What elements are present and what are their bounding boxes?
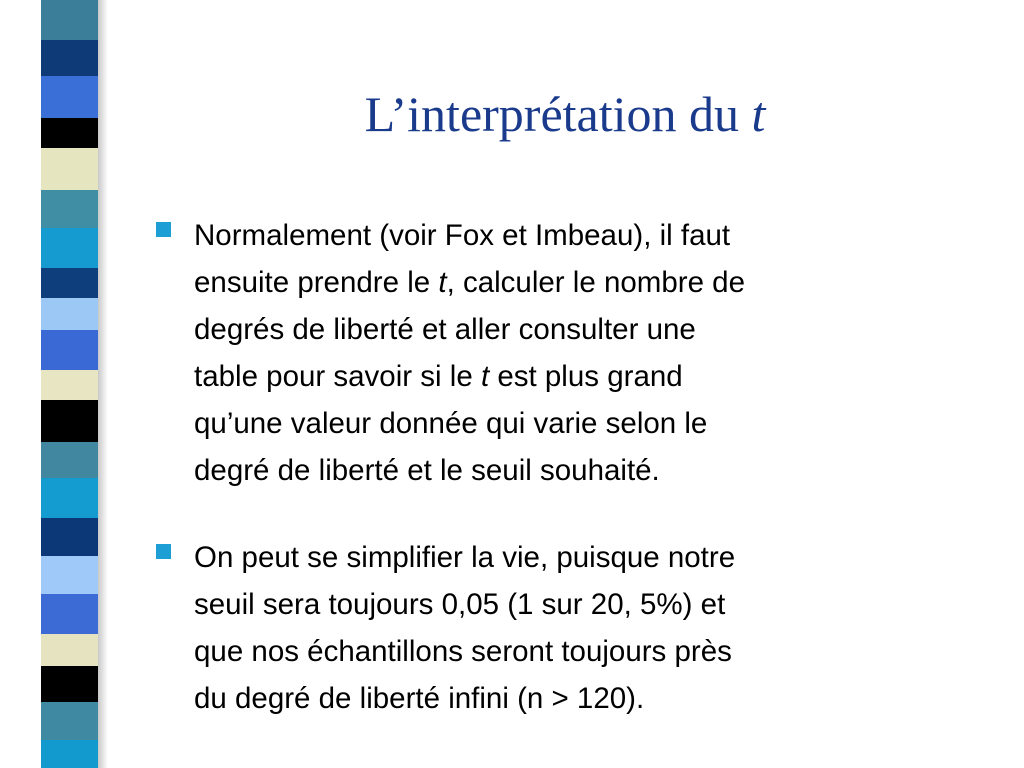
text-run: Normalement (voir Fox et Imbeau), il faut [194,219,731,252]
stripe-segment [41,634,98,666]
text-run: qu’une valeur donnée qui varie selon le [194,407,708,440]
stripe-segment [41,228,98,268]
text-run: ensuite prendre le [194,266,439,299]
stripe-shadow [98,0,108,768]
stripe-segment [41,400,98,442]
slide-title-text: L’interprétation du [364,86,752,142]
bullet-line [194,628,956,675]
slide-title [150,84,980,144]
text-run: On peut se simplifier la vie, puisque notre [194,541,736,574]
bullet-line [194,353,956,400]
stripe-segment [41,0,98,40]
stripe-segment [41,518,98,556]
stripe-segment [41,268,98,298]
bullet-item-1 [156,212,956,494]
stripe-segment [41,118,98,148]
stripe-segment [41,76,98,118]
text-run: degré de liberté et le seuil souhaité. [194,454,660,487]
stripe-segment [41,442,98,478]
stripe-segment [41,330,98,370]
bullet-line [194,400,956,447]
stripe-segment [41,40,98,76]
bullet-text [194,534,956,722]
bullet-line [194,534,956,581]
stripe-segment [41,594,98,634]
bullet-line [194,212,956,259]
text-run: que nos échantillons seront toujours près [194,635,732,668]
slide-title-italic: t [751,86,766,142]
stripe-segment [41,298,98,330]
bullet-square-icon [156,222,171,237]
text-run: est plus grand [489,360,683,393]
stripe-segment [41,740,98,768]
bullet-line [194,306,956,353]
text-run: seuil sera toujours 0,05 (1 sur 20, 5%) et [194,588,726,621]
text-run: table pour savoir si le [194,360,481,393]
stripe-segment [41,702,98,740]
text-run: du degré de liberté infini (n > 120). [194,682,645,715]
bullet-text [194,212,956,494]
stripe-segment [41,478,98,518]
text-run: degrés de liberté et aller consulter une [194,313,696,346]
stripe-segment [41,666,98,702]
stripe-segment [41,370,98,400]
italic-t: t [438,266,447,299]
stripe-segment [41,190,98,228]
text-run: , calculer le nombre de [446,266,745,299]
bullet-line [194,447,956,494]
bullet-square-icon [156,544,171,559]
stripe-segment [41,148,98,190]
stripe-segment [41,556,98,594]
italic-t: t [480,360,490,393]
decorative-stripe [41,0,98,768]
bullet-line [194,675,956,722]
bullet-item-2 [156,534,956,722]
bullet-line [194,581,956,628]
bullet-line [194,259,956,306]
